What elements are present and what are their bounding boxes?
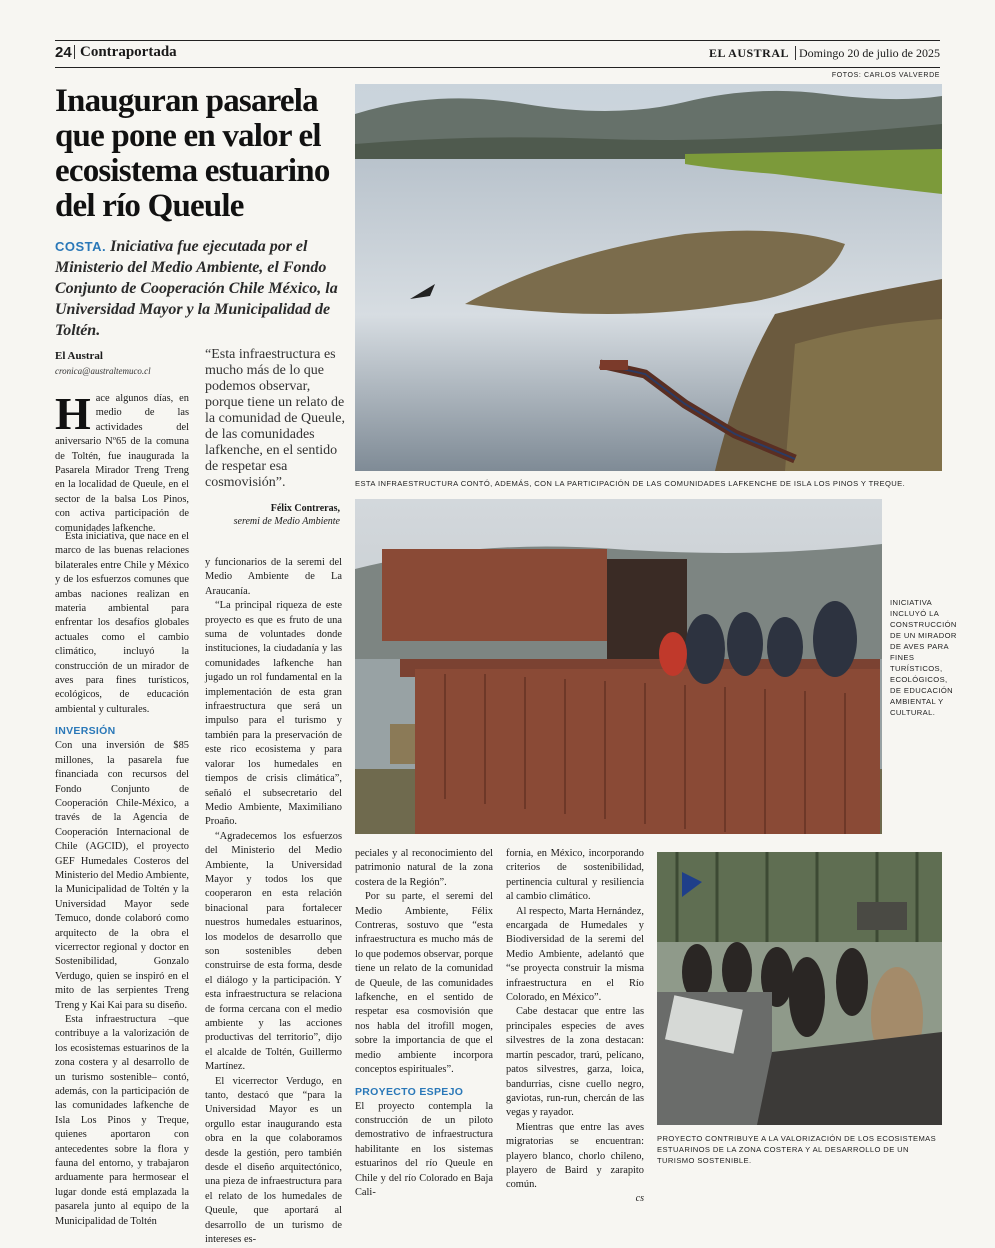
paragraph: Mientras que entre las aves migratorias se encuentran: playero blanco, chorlo chileno, playero de Baird y zarapito común. [506,1121,644,1191]
caption-photo-2: INICIATIVA INCLUYÓ LA CONSTRUCCIÓN DE UN MIRADOR DE AVES PARA FINES TURÍSTICOS, ECOLÓGICOS, DE EDUCACIÓN AMBIENTAL Y CULTURAL. [890,598,957,717]
page-number: 24 [55,44,72,61]
paragraph: Por su parte, el seremi del Medio Ambiente, Félix Contreras, sostuvo que “esta infraestructura es mucho más de lo que podemos observar, porque tiene un relato de la comunidad de Queule, de las comunidades lafkenche, en el sentido de respetar esa cosmovisión que nos habla del itrofill mogen, sobre la importancia de que el medio ambiente incorpora conceptos espirituales”. [355,891,493,1076]
ceremony-illustration [657,852,942,1125]
section-name: Contraportada [80,44,177,60]
column-1 [55,388,189,536]
column-4 [506,847,644,1204]
photo-credit: FOTOS: CARLOS VALVERDE [831,72,940,79]
byline: El Austral [55,350,103,362]
paper-name: EL AUSTRAL [708,46,789,60]
paragraph: Al respecto, Marta Hernández, encargada de Humedales y Biodiversidad de la seremi del Medio Ambiente, adelantó que “se proyecta construir la misma infraestructura en el Río Colorado, en México”. [506,905,644,1004]
paragraph: El proyecto contempla la construcción de un piloto demostrativo de infraestructura habilitante en los sistemas estuarinos del río Queule en Chile y del río Colorado en Baja Cali- [355,1100,493,1198]
bird-lookout-photo [355,499,882,834]
kicker: COSTA. [55,239,107,254]
paragraph: y funcionarios de la seremi del Medio Ambiente de La Araucanía. [205,557,342,597]
paragraph: Con una inversión de $85 millones, la pasarela fue financiada con recursos del Fondo Conjunto de Cooperación Chile-México, a través de la Agencia de Cooperación Internacional de Chile (AGCID), el proyecto GEF Humedales Costeros del Ministerio del Medio Ambiente, la Municipalidad de Toltén y la Universidad Mayor sede Temuco, donde colaboró como arquitecto de la obra el vicerrector regional y doctor en Sostenibilidad, Gonzalo Verdugo, quien se inspiró en el mito de las serpientes Treng Treng y Kai Kai para su diseño. [55,740,189,1011]
pull-quote: “Esta infraestructura es mucho más de lo que podemos observar, porque tiene un relato de la comunidad de Queule, de las comunidades lafkenche, en el sentido de respetar esa cosmovisión”. [205,347,345,490]
subhead-proyecto-espejo: PROYECTO ESPEJO [355,1085,464,1098]
lookout-illustration [355,499,882,834]
headline: Inauguran pasarela que pone en valor el ecosistema estuarino del río Queule [55,83,330,224]
deck-text: Iniciativa fue ejecutada por el Ministerio del Medio Ambiente, el Fondo Conjunto de Cooperación Chile México, la Universidad Mayor y la Municipalidad de Toltén. [55,238,338,339]
header-divider [74,45,75,59]
subhead-inversion: INVERSIÓN [55,725,116,738]
paragraph: Esta iniciativa, que nace en el marco de las buenas relaciones bilaterales entre Chile y México y de los esfuerzos comunes que ambas naciones realizan en materia ambiental para enfrentar los desafíos globales actuales como el cambio climático, incluyó la construcción de un mirador de aves para fines turísticos, ecológicos, de educación ambiental y culturales. [55,531,189,715]
estuary-illustration [355,84,942,471]
paragraph: Cabe destacar que entre las principales especies de aves silvestres de la zona destacan: martín pescador, trarú, pelícano, patos silvestres, garza, loica, bandurrias, cisne cuello negro, gaviotas, run-run, chercán de las vegas y rayador. [506,1006,644,1119]
paragraph: Hace algunos días, en medio de las actividades del aniversario Nº65 de la comuna de Toltén, fue inaugurada la Pasarela Mirador Treng Treng en la localidad de Queule, en el sector de la balsa Los Pinos, con activa participación de comunidades lafkenche. [55,388,189,534]
masthead [709,46,940,61]
author-email: cronica@australtemuco.cl [55,366,151,376]
pull-quote-role: seremi de Medio Ambiente [233,516,340,527]
deck [55,236,350,341]
paragraph: fornia, en México, incorporando criterios de sostenibilidad, pertinencia cultural y resiliencia al cambio climático. [506,848,644,903]
issue-date: Domingo 20 de julio de 2025 [799,46,940,60]
pull-quote-name: Félix Contreras, [270,503,340,514]
end-mark: cs [635,1192,644,1204]
paragraph: “La principal riqueza de este proyecto es que es fruto de una suma de voluntades donde instituciones, la ciudadanía y las comunidades lafkenche han jugado un rol fundamental en la implementación de esta gran infraestructura que será un impulso para el turismo y también para la preservación de este rico ecosistema y para valorar los humedales en tiempos de crisis climática”, señaló el subsecretario del Medio Ambiente, Maximiliano Proaño. [205,600,342,828]
dropcap: H [55,388,91,439]
estuary-aerial-photo [355,84,942,471]
ceremony-photo [657,852,942,1125]
paragraph: peciales y al reconocimiento del patrimonio natural de la zona costera de la Región”. [355,848,493,888]
column-2 [205,556,342,1248]
caption-photo-3: PROYECTO CONTRIBUYE A LA VALORIZACIÓN DE LOS ECOSISTEMAS ESTUARINOS DE LA ZONA COSTERA Y AL DESARROLLO DE UN TURISMO SOSTENIBLE. [657,1134,937,1165]
header-bottom-rule [55,67,940,68]
paragraph: Esta infraestructura –que contribuye a la valorización de los ecosistemas estuarinos de la zona costera y al desarrollo de un turismo sostenible– contó, además, con la participación de las comunidades lafkenche de Isla Los Pinos y Treque, quienes aportaron con antecedentes sobre la flora y fauna del entorno, y trabajaron arduamente para hermosear el lugar donde está emplazada la pasarela junto al equipo de la Municipalidad de Toltén [55,1014,189,1227]
header-top-rule [55,40,940,41]
column-3 [355,847,493,1200]
paragraph: El vicerrector Verdugo, en tanto, destacó que “para la Universidad Mayor es un orgullo estar inaugurando esta obra en la que colaboramos desde la gestión, pero también desde el diseño arquitectónico, una pieza de infraestructura para el relato de los humedales de Queule, que aportará al desarrollo de un turismo de intereses es- [205,1075,342,1246]
paragraph: “Agradecemos los esfuerzos del Ministerio del Medio Ambiente, la Universidad Mayor y todos los que cooperaron en esta relación binacional para fortalecer nuestros humedales estuarinos, los modelos de desarrollo que son sostenibles deben construirse de esta forma, desde el diálogo y la participación. Y esta infraestructura se relaciona de forma cercana con el medio ambiente y las acciones productivas del territorio”, dijo el alcalde de Toltén, Guillermo Martínez. [205,830,342,1073]
column-1b [55,530,189,1229]
caption-photo-1: ESTA INFRAESTRUCTURA CONTÓ, ADEMÁS, CON LA PARTICIPACIÓN DE LAS COMUNIDADES LAFKENCHE DE ISLA LOS PINOS Y TREQUE. [355,479,906,488]
